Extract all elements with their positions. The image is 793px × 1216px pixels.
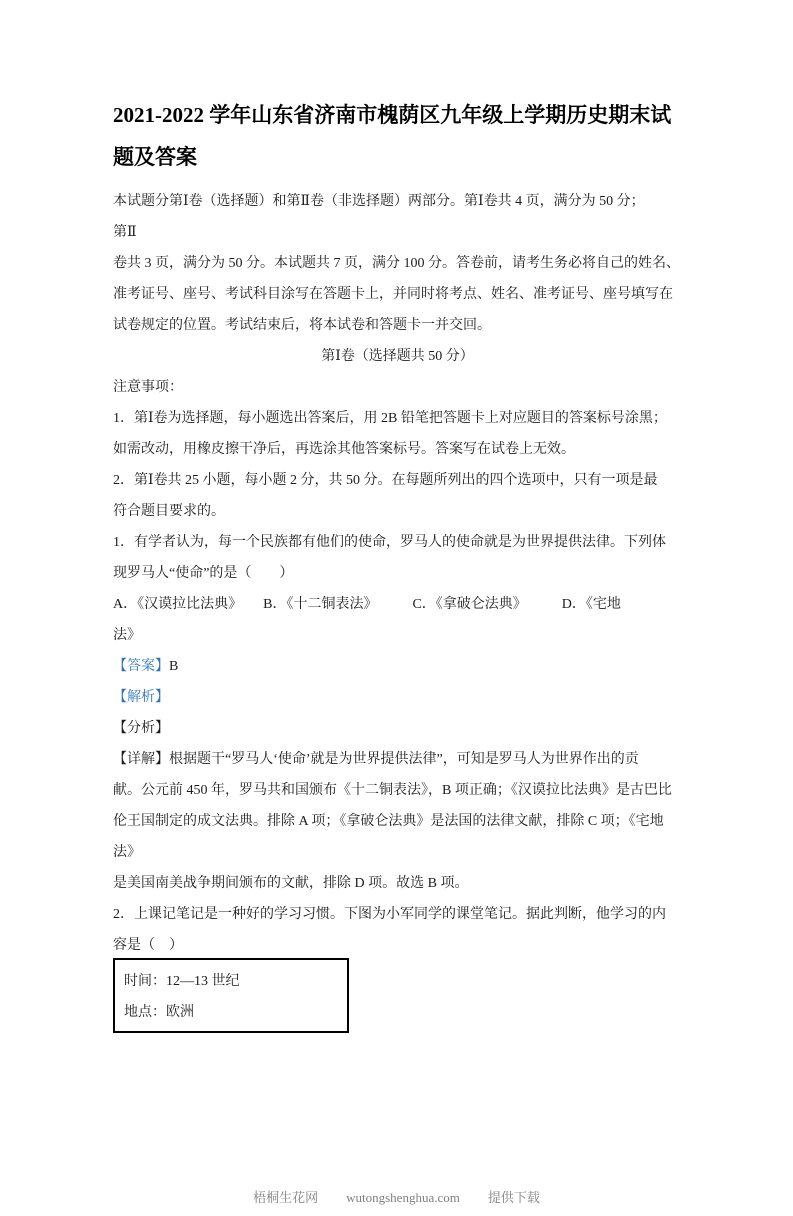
note-box-time-line: 时间：12—13 世纪 [124, 974, 240, 989]
notice-line: 符合题目要求的。 [113, 504, 225, 519]
intro-line: 准考证号、座号、考试科目涂写在答题卡上，并同时将考点、姓名、准考证号、座号填写在 [113, 287, 673, 302]
answer-label: 【答案】 [113, 659, 169, 674]
notice-line: 1．第Ⅰ卷为选择题，每小题选出答案后，用 2B 铅笔把答题卡上对应题目的答案标号涂黑； [113, 411, 667, 426]
analysis-label: 【解析】 [113, 690, 169, 705]
detail-line: 献。公元前 450 年，罗马共和国颁布《十二铜表法》，B 项正确；《汉谟拉比法典》是古巴比 [113, 783, 672, 798]
answer-line [113, 651, 682, 682]
question1-stem-line: 1．有学者认为，每一个民族都有他们的使命，罗马人的使命就是为世界提供法律。下列体 [113, 535, 666, 550]
detail-line: 伦王国制定的成文法典。排除 A 项；《拿破仑法典》是法国的法律文献，排除 C 项；《宅地法》 [113, 814, 664, 860]
detail-line: 【详解】根据题干“罗马人‘使命’就是为世界提供法律”，可知是罗马人为世界作出的贡 [113, 752, 639, 767]
intro-line: 试卷规定的位置。考试结束后，将本试卷和答题卡一并交回。 [113, 318, 491, 333]
fenxi-label: 【分析】 [113, 721, 169, 736]
answer-value: B [169, 659, 179, 674]
page-footer [0, 1188, 793, 1208]
detail-line: 是美国南美战争期间颁布的文献，排除 D 项。故选 B 项。 [113, 876, 469, 891]
document-body [113, 186, 682, 1033]
page-title: 2021-2022 学年山东省济南市槐荫区九年级上学期历史期末试题及答案 [113, 103, 672, 169]
question1-stem-line: 现罗马人“使命”的是（ ） [113, 566, 294, 581]
footer-site-url: wutongshenghua.com [346, 1190, 460, 1205]
intro-line: 卷共 3 页，满分为 50 分。本试题共 7 页，满分 100 分。答卷前，请考生务必将自己的姓名、 [113, 256, 680, 271]
notice-line: 2．第Ⅰ卷共 25 小题，每小题 2 分，共 50 分。在每题所列出的四个选项中，只有一项是最 [113, 473, 658, 488]
footer-download-text: 提供下载 [487, 1190, 540, 1205]
classroom-notes-box [113, 958, 349, 1033]
intro-line: 本试题分第Ⅰ卷（选择题）和第Ⅱ卷（非选择题）两部分。第Ⅰ卷共 4 页，满分为 50 分； [113, 194, 645, 209]
notice-line: 如需改动，用橡皮擦干净后，再选涂其他答案标号。答案写在试卷上无效。 [113, 442, 575, 457]
intro-line: 第Ⅱ [113, 225, 137, 240]
section-heading: 第Ⅰ卷（选择题共 50 分） [321, 349, 474, 364]
question2-stem-line: 容是（ ） [113, 938, 183, 953]
notice-heading: 注意事项： [113, 380, 183, 395]
question1-options-line: 法》 [113, 628, 141, 643]
document-page [0, 94, 793, 1033]
question2-stem-line: 2．上课记笔记是一种好的学习习惯。下图为小军同学的课堂笔记。据此判断，他学习的内 [113, 907, 666, 922]
footer-site-name: 梧桐生花网 [253, 1190, 319, 1205]
question1-options-line: A．《汉谟拉比法典》 B．《十二铜表法》 C．《拿破仑法典》 D．《宅地 [113, 597, 621, 612]
note-box-place-line: 地点：欧洲 [124, 1005, 194, 1020]
